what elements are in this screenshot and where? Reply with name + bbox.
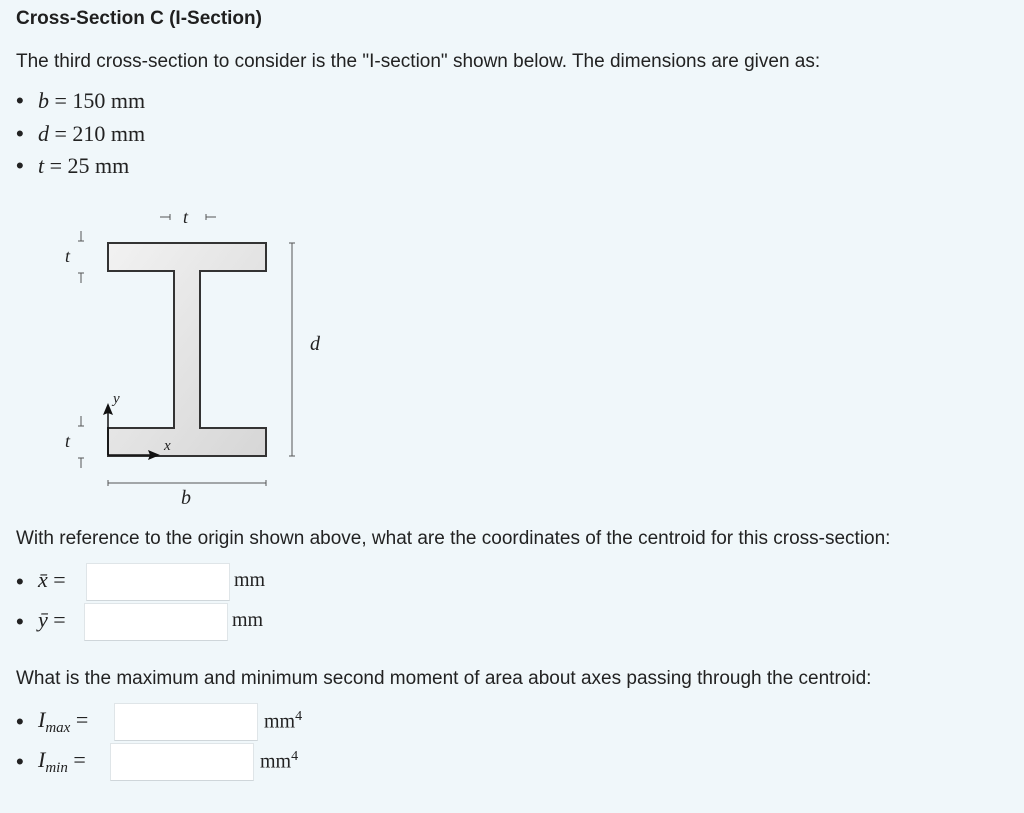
label-t-left-lower: t xyxy=(65,431,71,451)
bullet: • xyxy=(16,88,24,113)
label-x: x xyxy=(164,438,171,454)
bullet: • xyxy=(16,569,24,594)
equals-sign: = xyxy=(70,707,89,732)
equals-sign: = xyxy=(44,153,68,178)
label-b: b xyxy=(181,487,191,509)
equals-sign: = xyxy=(67,747,86,772)
label-d: d xyxy=(310,333,320,355)
imax-input[interactable] xyxy=(114,703,258,741)
imin-unit xyxy=(260,749,298,774)
question-centroid: With reference to the origin shown above, what are the coordinates of the centroid for this cross-section: xyxy=(16,528,891,549)
page-title: Cross-Section C (I-Section) xyxy=(16,8,262,29)
bullet: • xyxy=(16,609,24,634)
imin-label xyxy=(38,747,86,776)
bullet: • xyxy=(16,153,24,178)
imax-symbol: I xyxy=(38,707,46,732)
imax-label xyxy=(38,707,89,736)
dimension-value: 210 mm xyxy=(72,121,146,146)
equals-sign: = xyxy=(49,88,73,113)
question-moment: What is the maximum and minimum second moment of area about axes passing through the centroid: xyxy=(16,668,872,689)
ybar-input[interactable] xyxy=(84,603,228,641)
i-section-diagram xyxy=(60,200,340,510)
xbar-unit: mm xyxy=(234,569,266,591)
xbar-symbol: x̄ xyxy=(38,567,48,592)
imax-unit-base: mm xyxy=(264,710,296,733)
dimension-symbol: t xyxy=(38,153,45,178)
imax-unit-exponent: 4 xyxy=(295,709,303,724)
imin-symbol: I xyxy=(38,747,46,772)
label-t-left-upper: t xyxy=(65,246,71,266)
label-t-top: t xyxy=(183,207,189,227)
dimension-value: 25 mm xyxy=(67,153,130,178)
i-section-shape xyxy=(108,243,266,456)
equals-sign: = xyxy=(49,121,73,146)
imax-subscript: max xyxy=(45,720,71,736)
ybar-unit: mm xyxy=(232,609,264,631)
equals-sign: = xyxy=(47,607,66,632)
intro-text: The third cross-section to consider is the "I-section" shown below. The dimensions are given as: xyxy=(16,51,821,72)
dimension-symbol: d xyxy=(38,121,49,146)
dimension-symbol: b xyxy=(38,88,49,113)
ybar-symbol: ȳ xyxy=(38,607,48,632)
dimension-value: 150 mm xyxy=(72,88,146,113)
xbar-label xyxy=(38,567,66,593)
imin-input[interactable] xyxy=(110,743,254,781)
bullet: • xyxy=(16,121,24,146)
xbar-input[interactable] xyxy=(86,563,230,601)
imin-unit-base: mm xyxy=(260,750,292,773)
equals-sign: = xyxy=(47,567,66,592)
ybar-label xyxy=(38,607,66,633)
imin-unit-exponent: 4 xyxy=(291,749,299,764)
imin-subscript: min xyxy=(45,760,68,776)
bullet: • xyxy=(16,749,24,774)
label-y: y xyxy=(113,391,120,407)
bullet: • xyxy=(16,709,24,734)
imax-unit xyxy=(264,709,302,734)
